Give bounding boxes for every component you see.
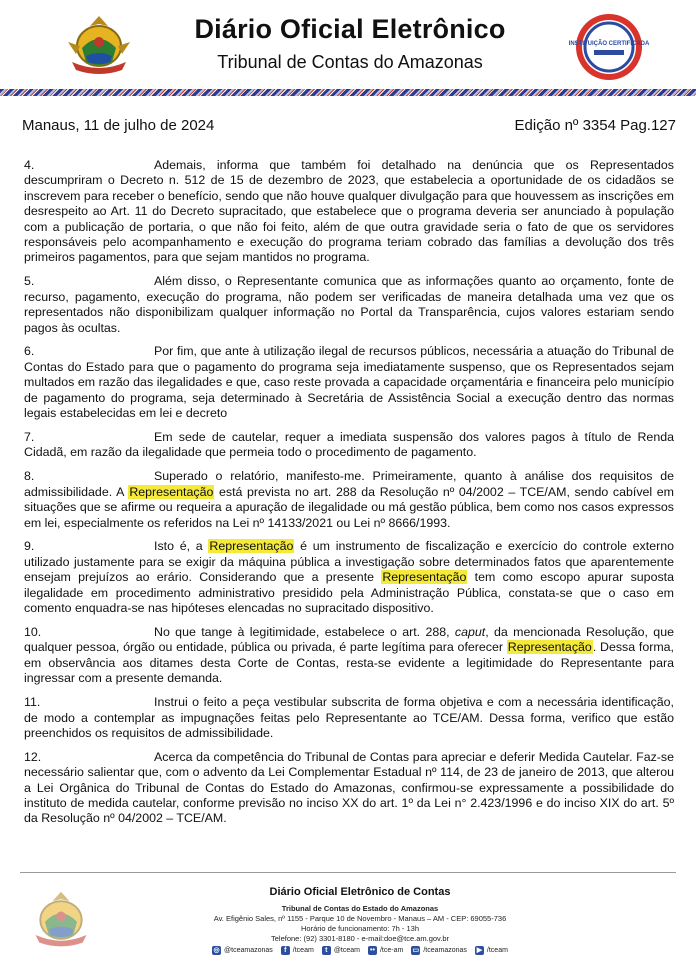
paragraph-number: 8. bbox=[24, 469, 35, 484]
footer-divider bbox=[20, 872, 676, 873]
paragraph bbox=[24, 695, 674, 741]
paragraph-number: 7. bbox=[24, 430, 35, 444]
paragraph-text: Superado o relatório, manifesto-me. Primeiramente, quanto à análise dos requisitos de admissibilidade. A bbox=[24, 469, 674, 499]
instagram-icon: ◎ bbox=[213, 947, 220, 954]
paragraph-text: Além disso, o Representante comunica que as informações quanto ao orçamento, fonte de recurso, pagamento, execução do programa, não podem ser verificadas de maneira detalhada uma vez que os representados não disponibilizam qualquer informação no Portal da Transparência, cujos valores estariam sendo pagos às ocultas. bbox=[24, 274, 674, 335]
paragraph-number: 12. bbox=[24, 749, 42, 764]
paragraph bbox=[24, 430, 674, 461]
paragraph-text: Isto é, a bbox=[154, 539, 209, 554]
twitter-icon: t bbox=[322, 946, 331, 955]
paragraph bbox=[24, 158, 674, 266]
document-body bbox=[24, 158, 674, 835]
social-link[interactable] bbox=[322, 946, 360, 955]
paragraph bbox=[24, 750, 674, 827]
certified-institution-seal-icon bbox=[568, 12, 650, 82]
social-label: /tce-am bbox=[379, 947, 404, 954]
social-link[interactable] bbox=[411, 946, 467, 955]
footer-hours: Horário de funcionamento: 7h - 13h bbox=[301, 924, 419, 933]
paragraph-number: 9. bbox=[24, 539, 35, 554]
page-subtitle: Tribunal de Contas do Amazonas bbox=[217, 52, 483, 72]
paragraph-number: 5. bbox=[24, 274, 35, 289]
social-label: /tceam bbox=[292, 947, 314, 954]
highlighted-term: Representação bbox=[382, 570, 467, 585]
paragraph-text: Por fim, que ante à utilização ilegal de recursos públicos, necessária a atuação do Tribunal de Contas do Estado para que o pagamento do programa seja imediatamente suspenso, que os Representados sejam multados em razão das ilegalidades e que, caso reste provada a capacidade orçamentária e financeira pelo município de pagamento do programa, seja determinado à Secretária de Assistência Social a execução dentro das normas legais estabelecidas em lei e decreto bbox=[24, 344, 674, 421]
paragraph-number: 6. bbox=[24, 344, 35, 359]
seal-text: INSTITUIÇÃO CERTIFICADA bbox=[568, 41, 650, 47]
paragraph-number: 11. bbox=[24, 695, 41, 710]
paragraph bbox=[24, 344, 674, 421]
paragraph-text: Acerca da competência do Tribunal de Contas para apreciar e deferir Medida Cautelar. Faz-se necessário salientar que, com o advento da Lei Complementar Estadual nº 114, de 23 de janeiro de 2013, que alterou a Lei Orgânica do Tribunal de Contas do Estado do Amazonas, confirmou-se expressamente a possibilidade do instituto de medida cautelar, conforme previsão no inciso XX do art. 1º da Lei n° 2.423/1996 e do inciso XIX do art. 5º da Resolução nº 04/2002 – TCE/AM. bbox=[24, 749, 674, 826]
social-link[interactable] bbox=[475, 946, 508, 955]
social-link[interactable] bbox=[212, 946, 273, 955]
publication-date: Manaus, 11 de julho de 2024 bbox=[22, 117, 215, 134]
paragraph-text: , da mencionada Resolução, que qualquer pessoa, órgão ou entidade, pública ou privada, é parte legítima para oferecer bbox=[24, 624, 674, 655]
header-decorative-band bbox=[0, 89, 696, 96]
paragraph-text: está prevista no art. 288 da Resolução nº 04/2002 – TCE/AM, sendo cabível em situações que se afirme ou requeira a apuração de ilegalidade ou má gestão pública, bem como nos casos expressos em lei, especialmente os referidos na Lei nº 14133/2021 ou Lei nº 8666/1993. bbox=[24, 484, 675, 530]
social-label: /tceamazonas bbox=[423, 947, 467, 954]
highlighted-term: Representação bbox=[129, 484, 214, 499]
paragraph-text: é um instrumento de fiscalização e exercício do controle externo utilizado justamente para se exigir da máquina pública a investigação sobre determinados fatos que aparentemente ensejam prejuízos ao erário. Considerando que a presente bbox=[24, 539, 674, 585]
social-link[interactable] bbox=[368, 946, 403, 955]
footer-social-links bbox=[150, 946, 570, 955]
facebook-icon: f bbox=[281, 946, 290, 955]
paragraph bbox=[24, 539, 674, 616]
paragraph bbox=[24, 274, 674, 336]
highlighted-term: Representação bbox=[507, 640, 592, 655]
tce-amazonas-crest-icon bbox=[64, 12, 134, 80]
page-header bbox=[0, 0, 696, 88]
paragraph-text: tem como escopo apurar suposta ilegalidade em procedimento administrativo presidido pela Administração Pública, constata-se que o caso em comento enquadra-se nas hipóteses elencadas no supracitado dispositivo. bbox=[24, 570, 674, 616]
paragraph-text: No que tange à legitimidade, estabelece o art. 288, bbox=[154, 624, 455, 639]
tce-amazonas-crest-icon bbox=[28, 888, 94, 952]
social-label: @tceam bbox=[333, 947, 360, 954]
paragraph-number: 4. bbox=[24, 158, 35, 172]
social-label: /tceam bbox=[486, 947, 508, 954]
paragraph-text: . Dessa forma, em observância aos ditames desta Corte de Contas, resta-se evidente a legitimidade do Representante para ingressar com a presente demanda. bbox=[24, 640, 674, 686]
tv-icon: ▭ bbox=[412, 947, 420, 954]
social-link[interactable] bbox=[281, 946, 314, 955]
footer-title: Diário Oficial Eletrônico de Contas bbox=[269, 886, 451, 898]
paragraph-text: Ademais, informa que também foi detalhado na denúncia que os Representados descumpriram o Decreto n. 512 de 15 de dezembro de 2023, que estabelecia a oportunidade de os cidadãos se inscrevem para receber o benefício, sendo que não houve qualquer divulgação para que houvessem as inscrições em desrespeito ao Art. 11 do Decreto supracitado, que estabelece que o programa deveria ser anunciado à população com a publicação de portaria, o que não foi feito, além de que outra gravidade seria o fato de que os servidores responsáveis pelo acompanhamento e execução do programa teriam cobrado das famílias a devolução dos três primeiros pagamentos, para que sejam mantidos no programa. bbox=[24, 158, 674, 265]
footer-address: Av. Efigênio Sales, nº 1155 - Parque 10 de Novembro - Manaus – AM - CEP: 69055-736 bbox=[213, 914, 507, 923]
edition-page: Edição nº 3354 Pag.127 bbox=[514, 117, 676, 134]
paragraph-text: Em sede de cautelar, requer a imediata suspensão dos valores pagos à título de Renda Cidadã, em razão da ilegalidade que permeia todo o procedimento de pagamento. bbox=[24, 430, 674, 460]
paragraph bbox=[24, 469, 674, 531]
highlighted-term: Representação bbox=[209, 539, 294, 554]
page-title: Diário Oficial Eletrônico bbox=[194, 14, 506, 44]
italic-term: caput bbox=[454, 624, 486, 639]
flickr-icon: •• bbox=[368, 946, 377, 955]
social-label: @tceamazonas bbox=[224, 947, 273, 954]
paragraph bbox=[24, 625, 674, 687]
footer-org: Tribunal de Contas do Estado do Amazonas bbox=[281, 904, 439, 913]
footer-contact: Telefone: (92) 3301-8180 - e-mail:doe@tce.am.gov.br bbox=[271, 934, 449, 943]
youtube-icon: ▶ bbox=[476, 947, 483, 954]
paragraph-number: 10. bbox=[24, 624, 42, 639]
paragraph-text: Instrui o feito a peça vestibular subscrita de forma objetiva e com a necessária identificação, de modo a contemplar as impugnações feitas pelo Representante ao TCE/AM. Dessa forma, verifico que estão preenchidos os requisitos de admissibilidade. bbox=[24, 695, 674, 740]
